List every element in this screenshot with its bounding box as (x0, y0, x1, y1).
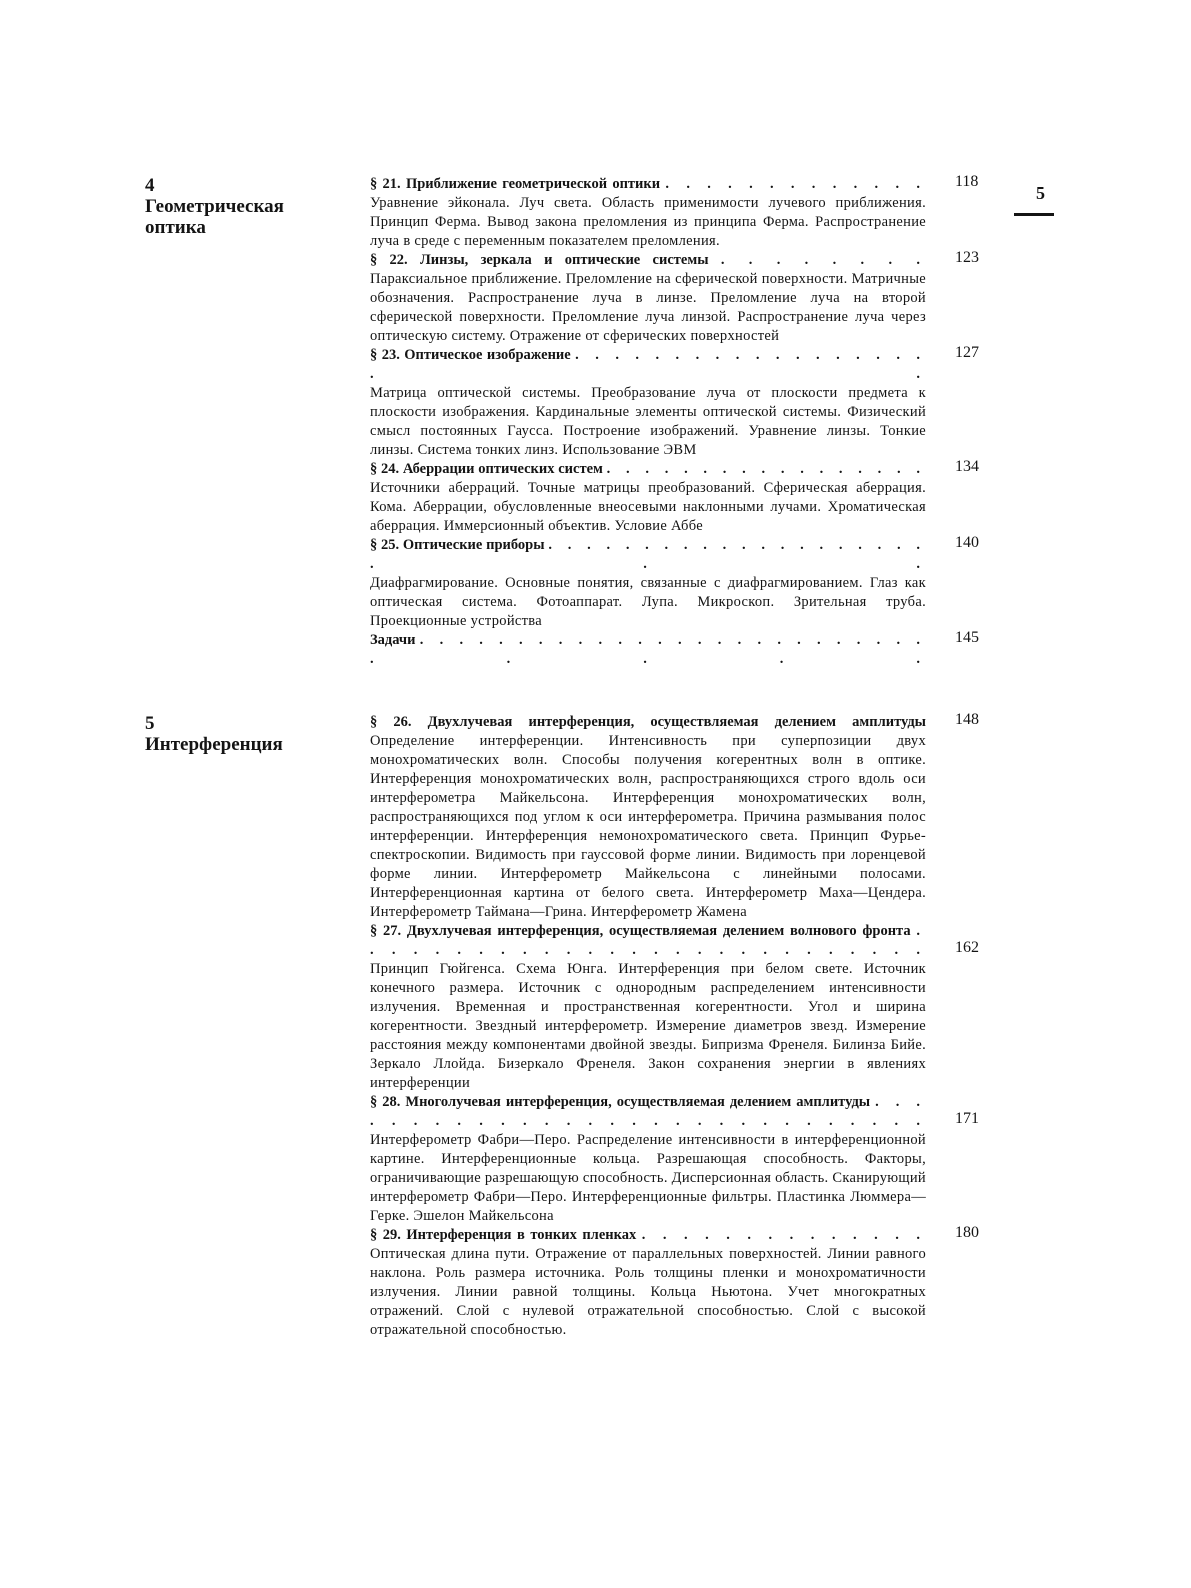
chapter-title: Геометрическая оптика (145, 196, 284, 238)
page-number: 5 (1036, 183, 1045, 203)
entry-page: 140 (955, 534, 979, 551)
entry-description: Источники аберраций. Точные матрицы преобразований. Сферическая аберрация. Кома. Аберрации, обусловленные внеосевыми наклонными лучами. Хроматическая аберрация. Иммерсионный объектив. Условие Аббе (370, 480, 926, 534)
chapter-number: 4 (145, 175, 155, 196)
toc-entry (370, 922, 979, 1093)
entry-leader: . . . . . . . . . . . . . . . . . . . . . . . . . . . . . (370, 1094, 927, 1129)
entry-title: § 26. Двухлучевая интерференция, осуществляемая делением амплитуды (370, 714, 926, 730)
entry-leader: . . . . . . . . . . . . . . . . . (606, 461, 926, 477)
entry-leader: . . . . . . . . . . . . . . . . . . . . . . . (370, 537, 927, 572)
chapter-title: Интерференция (145, 734, 283, 755)
entry-description: Оптическая длина пути. Отражение от параллельных поверхностей. Линии равного наклона. Роль размера источника. Роль толщины пленки и монохроматичности излучения. Линии равной толщины. Кольца Ньютона. Учет многократных отражений. Слой с нулевой отражательной способностью. Слой с высокой отражательной способностью. (370, 1246, 926, 1338)
entry-description: Определение интерференции. Интенсивность при суперпозиции двух монохроматических волн. Способы получения когерентных волн в оптике. Интерференция монохроматических волн, распространяющихся строго вдоль оси интерферометра Майкельсона. Интерференция монохроматических волн, распространяющихся под углом к оси интерферометра. Причина размывания полос интерференции. Интерференция немонохроматического света. Принцип Фурье-спектроскопии. Видимость при гауссовой форме линии. Видимость при лоренцевой форме линии. Интерферометр Майкельсона с линейными полосами. Интерференционная картина от белого света. Интерферометр Маха—Цендера. Интерферометр Таймана—Грина. Интерферометр Жамена (370, 733, 926, 920)
chapter-entries (370, 711, 979, 1340)
entry-leader: . . . . . . . . . . . . . . . . . . . . . . . . . . . (370, 923, 927, 958)
entry-leader: . . . . . . . . . . . . . . . . . . . . . . . . . . . . . . . (370, 632, 927, 667)
entry-leader: . . . . . . . . . . . . . . . . . . . . (370, 347, 927, 382)
entry-title: § 27. Двухлучевая интерференция, осуществляемая делением волнового фронта (370, 923, 911, 939)
entry-leader: . . . . . . . . (720, 252, 927, 268)
entry-page: 118 (955, 173, 979, 190)
toc-entry (370, 249, 979, 346)
entry-description: Принцип Гюйгенса. Схема Юнга. Интерференция при белом свете. Источник конечного размера. Источник с однородным распределением интенсивности излучения. Временная и пространственная когерентности. Угол и ширина когерентности. Звездный интерферометр. Измерение диаметров звезд. Измерение расстояния между компонентами двойной звезды. Бипризма Френеля. Билинза Бийе. Зеркало Ллойда. Бизеркало Френеля. Закон сохранения энергии в явлениях интерференции (370, 961, 926, 1091)
chapter-heading (145, 175, 345, 238)
chapter-heading (145, 713, 345, 755)
entry-description: Интерферометр Фабри—Перо. Распределение интенсивности в интерференционной картине. Интерференционные кольца. Разрешающая способность. Факторы, ограничивающие разрешающую способность. Дисперсионная область. Сканирующий интерферометр Фабри—Перо. Интерференционные фильтры. Пластинка Люммера—Герке. Эшелон Майкельсона (370, 1132, 926, 1224)
page-number-rule (1014, 213, 1054, 216)
entry-description: Диафрагмирование. Основные понятия, связанные с диафрагмированием. Глаз как оптическая система. Фотоаппарат. Лупа. Микроскоп. Зрительная труба. Проекционные устройства (370, 575, 926, 629)
entry-leader: . . . . . . . . . . . . . (665, 176, 926, 192)
entry-page: 145 (955, 629, 979, 646)
entry-page: 127 (955, 344, 979, 361)
toc-entry (370, 1224, 979, 1340)
toc-entry (370, 711, 979, 922)
entry-title: § 21. Приближение геометрической оптики (370, 176, 661, 192)
entry-title: § 22. Линзы, зеркала и оптические системы (370, 252, 709, 268)
entry-page: 162 (955, 939, 979, 956)
entry-title: § 28. Многолучевая интерференция, осуществляемая делением амплитуды (370, 1094, 871, 1110)
entry-page: 123 (955, 249, 979, 266)
toc-entry (370, 534, 979, 631)
entry-description: Уравнение эйконала. Луч света. Область применимости лучевого приближения. Принцип Ферма. Вывод закона преломления из принципа Ферма. Распространение луча в среде с переменным показателем преломления. (370, 195, 926, 249)
entry-description: Матрица оптической системы. Преобразование луча от плоскости предмета к плоскости изображения. Кардинальные элементы оптической системы. Физический смысл постоянных Гаусса. Построение изображений. Уравнение линзы. Тонкие линзы. Система тонких линз. Использование ЭВМ (370, 385, 926, 458)
entry-leader: . . . . . . . . . . . . . . (641, 1227, 926, 1243)
toc-entry (370, 629, 979, 669)
toc-entry (370, 173, 979, 251)
entry-title: § 25. Оптические приборы (370, 537, 545, 553)
toc-entry (370, 1093, 979, 1226)
entry-page: 134 (955, 458, 979, 475)
entry-title: Задачи (370, 632, 416, 648)
chapter-number: 5 (145, 713, 155, 734)
chapter-entries (370, 173, 979, 669)
entry-page: 180 (955, 1224, 979, 1241)
entry-title: § 23. Оптическое изображение (370, 347, 571, 363)
toc-entry (370, 458, 979, 536)
entry-page: 171 (955, 1110, 979, 1127)
entry-title: § 29. Интерференция в тонких пленках (370, 1227, 637, 1243)
toc-entry (370, 344, 979, 460)
entry-title: § 24. Аберрации оптических систем (370, 461, 603, 477)
entry-description: Параксиальное приближение. Преломление на сферической поверхности. Матричные обозначения. Распространение луча в линзе. Преломление луча на второй сферической поверхности. Преломление луча линзой. Распространение луча через оптическую систему. Отражение от сферических поверхностей (370, 271, 926, 344)
entry-page: 148 (955, 711, 979, 728)
